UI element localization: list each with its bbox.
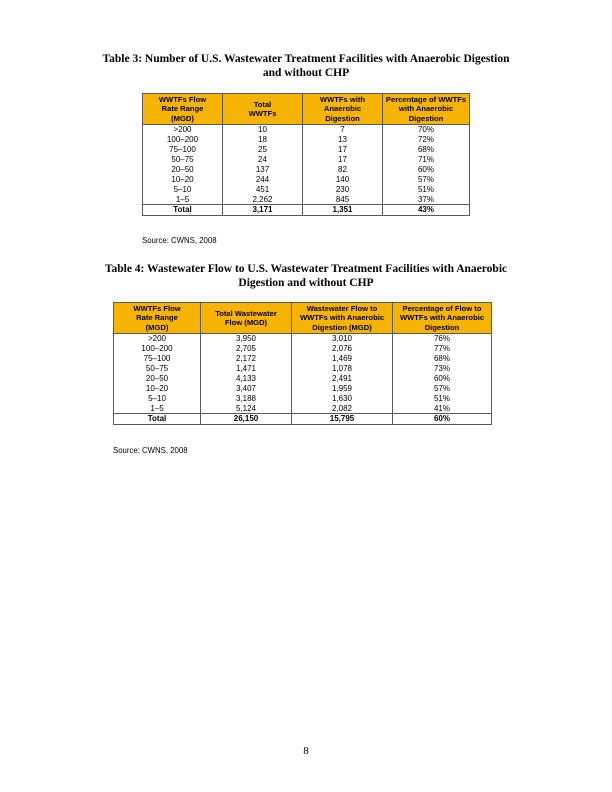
table-row [114, 384, 492, 394]
table-cell: 50–75 [114, 364, 201, 374]
table-cell: 1–5 [114, 404, 201, 414]
header-line: Rate Range [161, 104, 204, 114]
header-line: Percentage of Flow to [402, 304, 482, 313]
table-cell: 137 [223, 165, 303, 175]
table3-column-header [303, 94, 383, 125]
header-line: (MGD) [171, 113, 194, 123]
table-row [143, 165, 470, 175]
table4-caption [80, 262, 532, 290]
table-cell: 13 [303, 135, 383, 145]
header-line: (MGD) [145, 322, 169, 332]
table-cell: 20–50 [114, 374, 201, 384]
table-cell: 100–200 [114, 344, 201, 354]
total-cell: 43% [383, 205, 470, 216]
table-cell: 2,082 [292, 404, 393, 414]
header-line: Digestion [424, 322, 460, 332]
header-line: with Anaerobic [398, 104, 454, 114]
table-cell: 5–10 [114, 394, 201, 404]
total-cell: 26,150 [201, 414, 292, 425]
table-cell: 2,262 [223, 195, 303, 205]
table-row [143, 135, 470, 145]
header-line: WWTFs with Anaerobic [299, 313, 385, 323]
table-cell: 50–75 [143, 155, 223, 165]
total-row [143, 205, 470, 216]
table-cell: 10–20 [143, 175, 223, 185]
table-cell: 37% [383, 195, 470, 205]
table-cell: 17 [303, 155, 383, 165]
header-line: Anaerobic [323, 104, 362, 114]
table4-body [114, 334, 492, 425]
table-cell: 2,172 [201, 354, 292, 364]
table-cell: 1,469 [292, 354, 393, 364]
table3-body [143, 125, 470, 216]
header-line: WWTFs [248, 109, 277, 119]
table3-caption-line1: Table 3: Number of U.S. Wastewater Treatment Facilities with Anaerobic Digestion [102, 53, 510, 65]
table-row [114, 354, 492, 364]
table-cell: 20–50 [143, 165, 223, 175]
table-cell: 1,471 [201, 364, 292, 374]
table-cell: 1–5 [143, 195, 223, 205]
table3-column-header [223, 94, 303, 125]
header-line: Flow (MGD) [224, 318, 268, 328]
table-cell: 25 [223, 145, 303, 155]
table-cell: 76% [393, 334, 492, 344]
table3-source: Source: CWNS, 2008 [142, 236, 217, 245]
table-cell: 2,705 [201, 344, 292, 354]
table-cell: 57% [383, 175, 470, 185]
header-line: Rate Range [136, 313, 178, 323]
table-cell: 2,491 [292, 374, 393, 384]
table3-column-header [383, 94, 470, 125]
table-cell: 1,959 [292, 384, 393, 394]
header-line: Digestion [325, 113, 360, 123]
table-cell: 51% [393, 394, 492, 404]
table-cell: 5,124 [201, 404, 292, 414]
table-cell: 70% [383, 125, 470, 135]
table-cell: 4,133 [201, 374, 292, 384]
table-cell: 71% [383, 155, 470, 165]
total-row [114, 414, 492, 425]
table-cell: >200 [143, 125, 223, 135]
table-cell: 451 [223, 185, 303, 195]
table3-caption [80, 52, 532, 80]
table-cell: 73% [393, 364, 492, 374]
table4-header-row [114, 303, 492, 334]
table4-caption-line2: Digestion and without CHP [238, 277, 374, 289]
total-cell: 15,795 [292, 414, 393, 425]
total-cell: Total [143, 205, 223, 216]
table-cell: 230 [303, 185, 383, 195]
table-row [143, 145, 470, 155]
table-cell: 1,078 [292, 364, 393, 374]
table-cell: >200 [114, 334, 201, 344]
total-cell: 60% [393, 414, 492, 425]
table-cell: 72% [383, 135, 470, 145]
table4-caption-line1: Table 4: Wastewater Flow to U.S. Wastewater Treatment Facilities with Anaerobic [104, 263, 508, 275]
total-cell: 1,351 [303, 205, 383, 216]
table-row [143, 125, 470, 135]
table-cell: 100–200 [143, 135, 223, 145]
table3-caption-line2: and without CHP [262, 67, 350, 79]
table-cell: 51% [383, 185, 470, 195]
header-line: Digestion [408, 113, 444, 123]
table4-column-header [201, 303, 292, 334]
header-line: Wastewater Flow to [306, 304, 378, 313]
table-row [114, 394, 492, 404]
table-cell: 75–100 [143, 145, 223, 155]
table-cell: 140 [303, 175, 383, 185]
table-cell: 10 [223, 125, 303, 135]
table-cell: 2,076 [292, 344, 393, 354]
table-cell: 41% [393, 404, 492, 414]
table-row [143, 155, 470, 165]
table4-column-header [114, 303, 201, 334]
table-row [114, 404, 492, 414]
table-cell: 3,950 [201, 334, 292, 344]
table-cell: 3,188 [201, 394, 292, 404]
table4-column-header [393, 303, 492, 334]
header-line: WWTFs Flow [133, 304, 181, 313]
table-cell: 75–100 [114, 354, 201, 364]
table-row [143, 185, 470, 195]
table-cell: 10–20 [114, 384, 201, 394]
page-number: 8 [303, 745, 309, 757]
table-cell: 57% [393, 384, 492, 394]
table-cell: 3,407 [201, 384, 292, 394]
header-line: WWTFs Flow [158, 95, 207, 104]
table3-header-row [143, 94, 470, 125]
table-cell: 244 [223, 175, 303, 185]
table-cell: 3,010 [292, 334, 393, 344]
table-row [114, 364, 492, 374]
table-cell: 5–10 [143, 185, 223, 195]
table-cell: 17 [303, 145, 383, 155]
table-cell: 60% [383, 165, 470, 175]
table-cell: 18 [223, 135, 303, 145]
table-cell: 60% [393, 374, 492, 384]
table-cell: 68% [383, 145, 470, 155]
table-row [114, 344, 492, 354]
header-line: WWTFs with [319, 95, 366, 104]
table-cell: 1,630 [292, 394, 393, 404]
table4-column-header [292, 303, 393, 334]
table4 [113, 302, 492, 425]
header-line: Percentage of WWTFs [385, 95, 467, 104]
header-line: Digestion (MGD) [312, 322, 372, 332]
table-cell: 77% [393, 344, 492, 354]
table-row [143, 195, 470, 205]
table4-source: Source: CWNS, 2008 [113, 446, 188, 455]
table-cell: 845 [303, 195, 383, 205]
table3-column-header [143, 94, 223, 125]
table-cell: 7 [303, 125, 383, 135]
table-row [114, 374, 492, 384]
total-cell: 3,171 [223, 205, 303, 216]
header-line: WWTFs with Anaerobic [399, 313, 485, 323]
table-cell: 24 [223, 155, 303, 165]
table-row [114, 334, 492, 344]
table-cell: 82 [303, 165, 383, 175]
table-row [143, 175, 470, 185]
header-line: Total [253, 99, 272, 109]
total-cell: Total [114, 414, 201, 425]
table3 [142, 93, 470, 216]
header-line: Total Wastewater [215, 308, 277, 318]
table-cell: 68% [393, 354, 492, 364]
